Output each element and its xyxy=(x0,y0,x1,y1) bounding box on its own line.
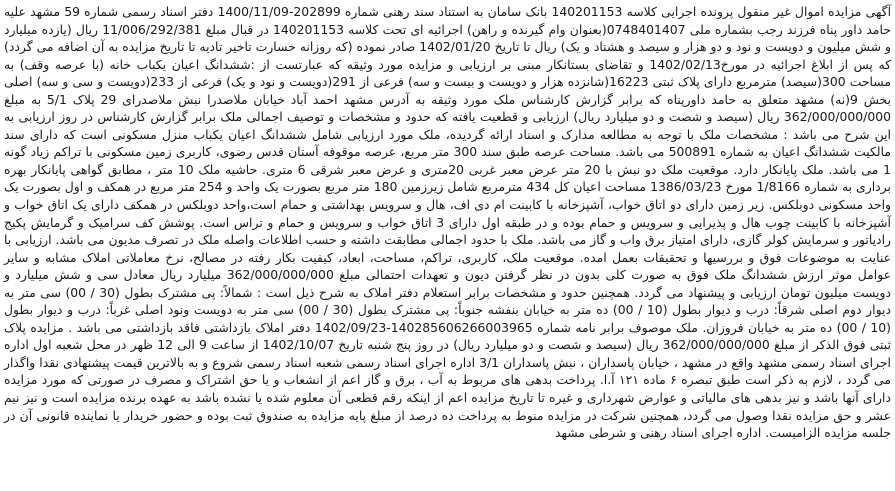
auction-notice xyxy=(4,3,891,489)
notice-body-text: آگهی مزایده اموال غیر منقول پرونده اجرایی کلاسه 140201153 بانک سامان به استناد سند رهنی شماره 202899-1400/11/09 دفتر اسناد رسمی شماره 59 مشهد علیه حامد داور پناه فرزند رجب بشماره ملی 0748401407(بعنوان وام گیرنده و راهن) اجرائیه ای تحت کلاسه 140201153 در قبال مبلغ 11/006/292/381 ریال (یازده میلیارد و شش میلیون و دویست و نود و دو هزار و سیصد و هشتاد و یک) ریال تا تاریخ 1402/01/20 صادر نموده (که روزانه خسارت تاخیر تادیه تا تاریخ مزایده به آن اضافه می گردد) که پس از ابلاغ اجرائیه در مورخ1402/02/13 و تقاضای بستانکار مبنی بر ارزیابی و مزایده مورد وثیقه که عبارتست از :ششدانگ اعیان یکباب خانه (با عرصه وقف) به مساحت 300(سیصد) مترمربع دارای پلاک ثبتی 16223(شانزده هزار و دویست و بیست و سه) فرعی از 291(دویست و نود و یک) فرعی از 233(دویست و سی و سه) اصلی بخش 9(نه) مشهد متعلق به حامد داورپناه که برابر گزارش کارشناس ملک مورد وثیقه به آدرس مشهد احمد آباد خیابان ملاصدرا نبش ملاصدرای 29 پلاک 5/1 به مبلغ 362/000/000/000 ریال (سیصد و شصت و دو میلیارد ریال) ارزیابی و قطعیت یافته که حدود و مشخصات و توصیف اجمالی ملک برابر گزارش کارشناس در روز ارزیابی به این شرح می باشد : مشخصات ملک با توجه به مطالعه مدارک و اسناد ارائه گردیده، ملک مورد ارزیابی شامل ششدانگ اعیان یکباب منزل مسکونی است که دارای سند مالکیت ششدانگ اعیان به شماره 500891 می باشد. مساحت عرصه طبق سند 300 متر مربع، عرصه موقوفه آستان قدس رضوی، کاربری زمین مسکونی با تراکم زیاد گونه 1 می باشد. ملک پایانکار دارد. موقعیت ملک دو نبش با 20 متر عرض معبر غربی 20متری و عرض معبر شرقی 6 متری. حاشیه ملک 10 متر ، مطابق گواهی پایانکار بهره برداری به شماره 1/8166 مورخ 1386/03/23 مساحت اعیان کل 434 مترمربع شامل زیرزمین 180 متر مربع بصورت یک واحد و 254 متر مربع در همکف و اول بصورت یک واحد مسکونی دوبلکس. زیر زمین دارای دو اتاق خواب، آشپزخانه با کابینت ام دی اف، هال و سرویس بهداشتی و حمام است،واحد دوبلکس در همکف دارای یک اتاق خواب و آشپزخانه با کابینت چوب هال و پذیرایی و سرویس و حمام بوده و در طبقه اول دارای 3 اتاق خواب و سرویس و حمام و تراس است. پوشش کف سرامیک و گرمایش پکیج رادیاتور و سرمایش کولر گازی، دارای امتیاز برق واب و گاز می باشد. ملک با حدود اجمالی مطابقت داشته و حسب اطلاعات واصله ملک در تصرف مدیون می باشد. ارزیابی با عنایت به موضوعات فوق و بررسیها و تحقیقات بعمل امده. موقعیت ملک، کاربری، تراکم، مساحت، ابعاد، کیفیت بکار رفته در مصالح، نرخ معاملاتی املاک مشابه و سایر عوامل موثر ارزش ششدانگ ملک فوق به صورت کلی بدون در نظر گرفتن دیون و تعهدات احتمالی مبلغ 362/000/000/000 میلیارد ریال معادل سی و شش میلیارد و دویست میلیون تومان ارزیابی و پیشنهاد می گردد. همچنین حدود و مشخصات برابر استعلام دفتر املاک به شرح ذیل است : شمالاً: پی مشترک بطول (30 / 00) سی متر به دیوار دوم اصلی شرقاً: درب و دیوار بطول (10 / 00) ده متر به خیابان بنفشه جنوباً: پی مشترک بطول (30 / 00) سی متر به دویست ونود اصلی غرباً: درب و دیوار بطول (10 / 00) ده متر به خیابان فروزان. ملک موصوف برابر نامه شماره 140285606266003965-1402/09/23 دفتر املاک بازداشتی فاقد بازداشتی می باشد . مزایده پلاک ثبتی فوق الذکر از مبلغ 362/000/000/000 ریال (سیصد و شصت و دو میلیارد ریال) در روز پنج شنبه تاریخ 1402/10/07 از ساعت 9 الی 12 ظهر در محل شعبه اول اداره اجرای اسناد رسمی مشهد واقع در مشهد ، خیابان پاسداران ، نبش پاسداران 3/1 اداره اجرای اسناد رسمی شعبه اسناد رسمی شروع و به بالاترین قیمت پیشنهادی نقدا واگذار می گردد ، لازم به ذکر است طبق تبصره ۶ ماده ۱۲۱ آ.ا. پرداخت بدهی های مربوط به آب ، برق و گاز اعم از انشعاب و یا حق اشتراک و مصرف در صورتی که مورد مزایده دارای آنها باشد و نیز بدهی های مالیاتی و عوارض شهرداری و غیره تا تاریخ مزایده اعم از اینکه رقم قطعی آن معلوم شده یا نشده باشد به عهده برنده مزایده است و نیز نیم عشر و حق مزایده نقدا وصول می گردد، همچنین شرکت در مزایده منوط به پرداخت ده درصد از مبلغ پایه مزایده به صندوق ثبت بوده و حضور خریدار یا نماینده قانونی آن در جلسه مزایده الزامیست. اداره اجرای اسناد رهنی و شرطی مشهد xyxy=(4,4,892,441)
